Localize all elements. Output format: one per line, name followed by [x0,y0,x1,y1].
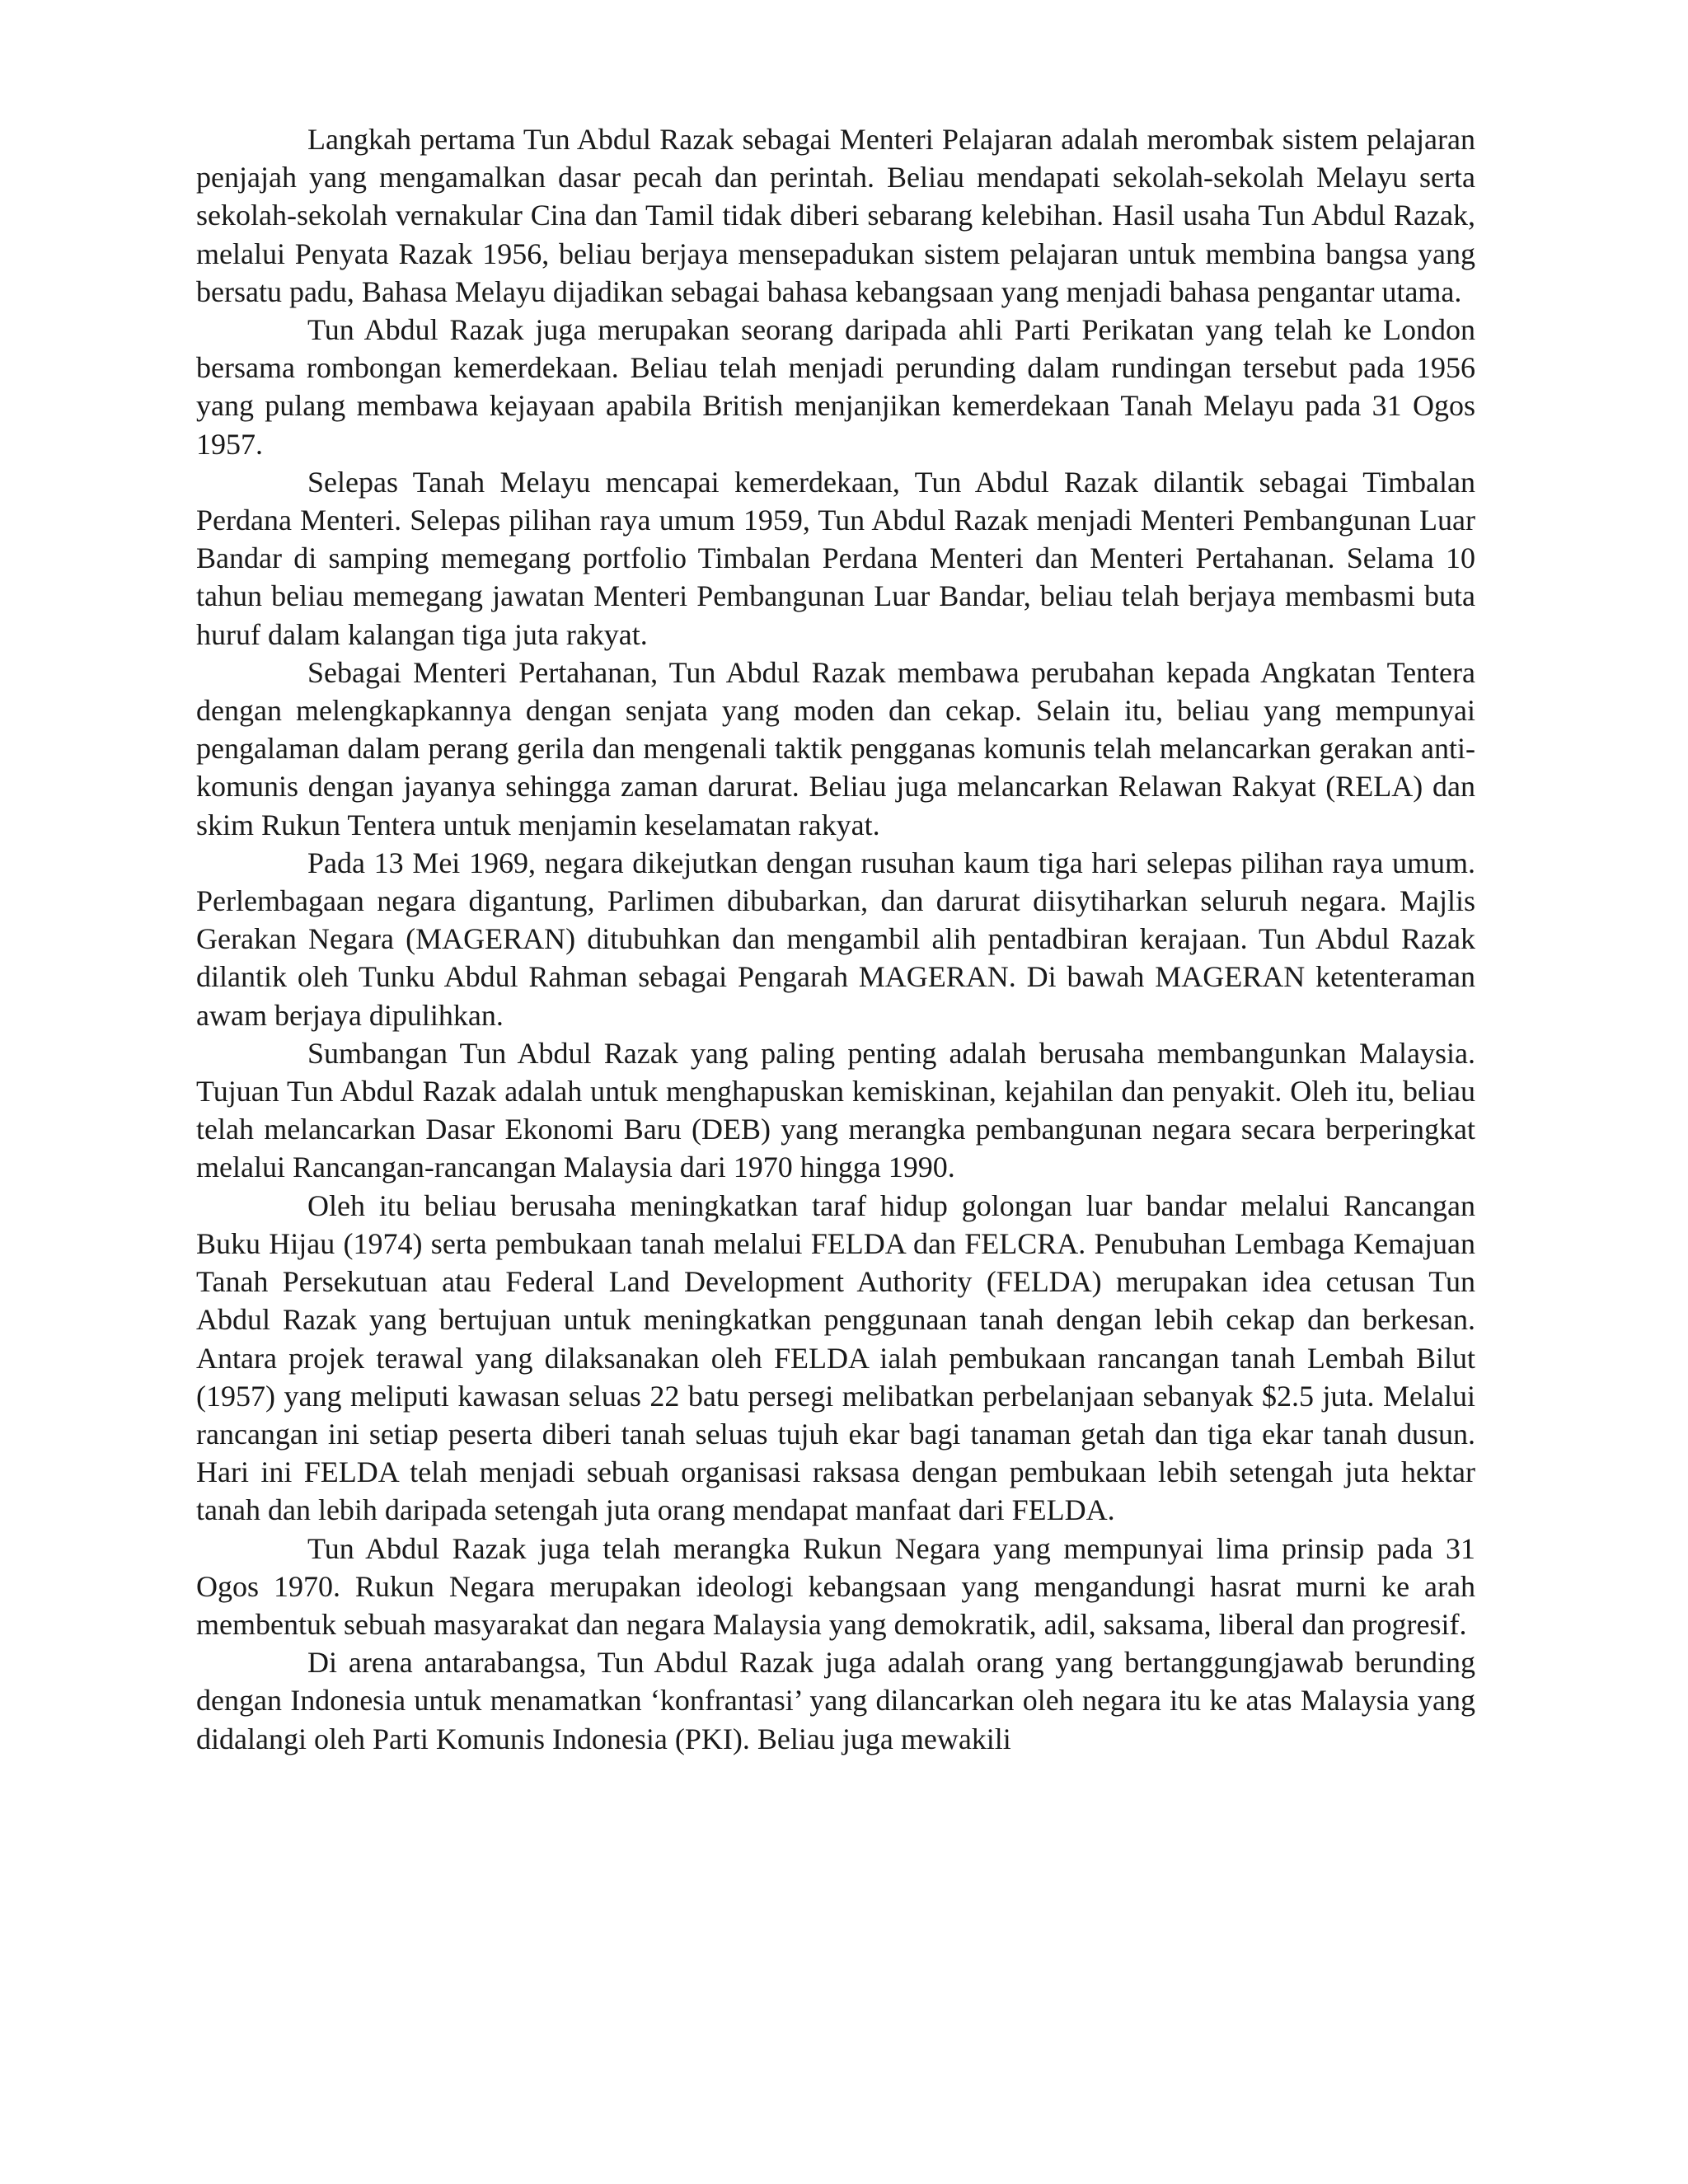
paragraph-independence-negotiation: Tun Abdul Razak juga merupakan seorang daripada ahli Parti Perikatan yang telah ke London bersama rombongan kemerdekaan. Beliau telah menjadi perunding dalam rundingan tersebut pada 1956 yang pulang membawa kejayaan apabila British menjanjikan kemerdekaan Tanah Melayu pada 31 Ogos 1957. [196,313,1475,461]
paragraph-defence-minister: Sebagai Menteri Pertahanan, Tun Abdul Razak membawa perubahan kepada Angkatan Tentera dengan melengkapkannya dengan senjata yang moden dan cekap. Selain itu, beliau yang mempunyai pengalaman dalam perang gerila dan mengenali taktik pengganas komunis telah melancarkan gerakan anti-komunis dengan jayanya sehingga zaman darurat. Beliau juga melancarkan Relawan Rakyat (RELA) dan skim Rukun Tentera untuk menjamin keselamatan rakyat. [196,655,1475,841]
paragraph-felda: Oleh itu beliau berusaha meningkatkan taraf hidup golongan luar bandar melalui Rancangan Buku Hijau (1974) serta pembukaan tanah melalui FELDA dan FELCRA. Penubuhan Lembaga Kemajuan Tanah Persekutuan atau Federal Land Development Authority (FELDA) merupakan idea cetusan Tun Abdul Razak yang bertujuan untuk meningkatkan penggunaan tanah dengan lebih cekap dan berkesan. Antara projek terawal yang dilaksanakan oleh FELDA ialah pembukaan rancangan tanah Lembah Bilut (1957) yang meliputi kawasan seluas 22 batu persegi melibatkan perbelanjaan sebanyak $2.5 juta. Melalui rancangan ini setiap peserta diberi tanah seluas tujuh ekar bagi tanaman getah dan tiga ekar tanah dusun. Hari ini FELDA telah menjadi sebuah organisasi raksasa dengan pembukaan lebih setengah juta hektar tanah dan lebih daripada setengah juta orang mendapat manfaat dari FELDA. [196,1188,1475,1527]
paragraph-education-reform: Langkah pertama Tun Abdul Razak sebagai Menteri Pelajaran adalah merombak sistem pelajaran penjajah yang mengamalkan dasar pecah dan perintah. Beliau mendapati sekolah-sekolah Melayu serta sekolah-sekolah vernakular Cina dan Tamil tidak diberi sebarang kelebihan. Hasil usaha Tun Abdul Razak, melalui Penyata Razak 1956, beliau berjaya mensepadukan sistem pelajaran untuk membina bangsa yang bersatu padu, Bahasa Melayu dijadikan sebagai bahasa kebangsaan yang menjadi bahasa pengantar utama. [196,123,1475,308]
paragraph-deputy-prime-minister: Selepas Tanah Melayu mencapai kemerdekaan, Tun Abdul Razak dilantik sebagai Timbalan Perdana Menteri. Selepas pilihan raya umum 1959, Tun Abdul Razak menjadi Menteri Pembangunan Luar Bandar di samping memegang portfolio Timbalan Perdana Menteri dan Menteri Pertahanan. Selama 10 tahun beliau memegang jawatan Menteri Pembangunan Luar Bandar, beliau telah berjaya membasmi buta huruf dalam kalangan tiga juta rakyat. [196,465,1475,651]
paragraph-rukun-negara: Tun Abdul Razak juga telah merangka Rukun Negara yang mempunyai lima prinsip pada 31 Ogos 1970. Rukun Negara merupakan ideologi kebangsaan yang mengandungi hasrat murni ke arah membentuk sebuah masyarakat dan negara Malaysia yang demokratik, adil, saksama, liberal dan progresif. [196,1531,1475,1641]
paragraph-may-13-mageran: Pada 13 Mei 1969, negara dikejutkan dengan rusuhan kaum tiga hari selepas pilihan raya umum. Perlembagaan negara digantung, Parlimen dibubarkan, dan darurat diisytiharkan seluruh negara. Majlis Gerakan Negara (MAGERAN) ditubuhkan dan mengambil alih pentadbiran kerajaan. Tun Abdul Razak dilantik oleh Tunku Abdul Rahman sebagai Pengarah MAGERAN. Di bawah MAGERAN ketenteraman awam berjaya dipulihkan. [196,846,1475,1032]
paragraph-new-economic-policy: Sumbangan Tun Abdul Razak yang paling penting adalah berusaha membangunkan Malaysia. Tujuan Tun Abdul Razak adalah untuk menghapuskan kemiskinan, kejahilan dan penyakit. Oleh itu, beliau telah melancarkan Dasar Ekonomi Baru (DEB) yang merangka pembangunan negara secara berperingkat melalui Rancangan-rancangan Malaysia dari 1970 hingga 1990. [196,1036,1475,1184]
document-page [196,120,1475,1758]
paragraph-international-arena: Di arena antarabangsa, Tun Abdul Razak juga adalah orang yang bertanggungjawab berunding dengan Indonesia untuk menamatkan ‘konfrantasi’ yang dilancarkan oleh negara itu ke atas Malaysia yang didalangi oleh Parti Komunis Indonesia (PKI). Beliau juga mewakili [196,1646,1475,1755]
